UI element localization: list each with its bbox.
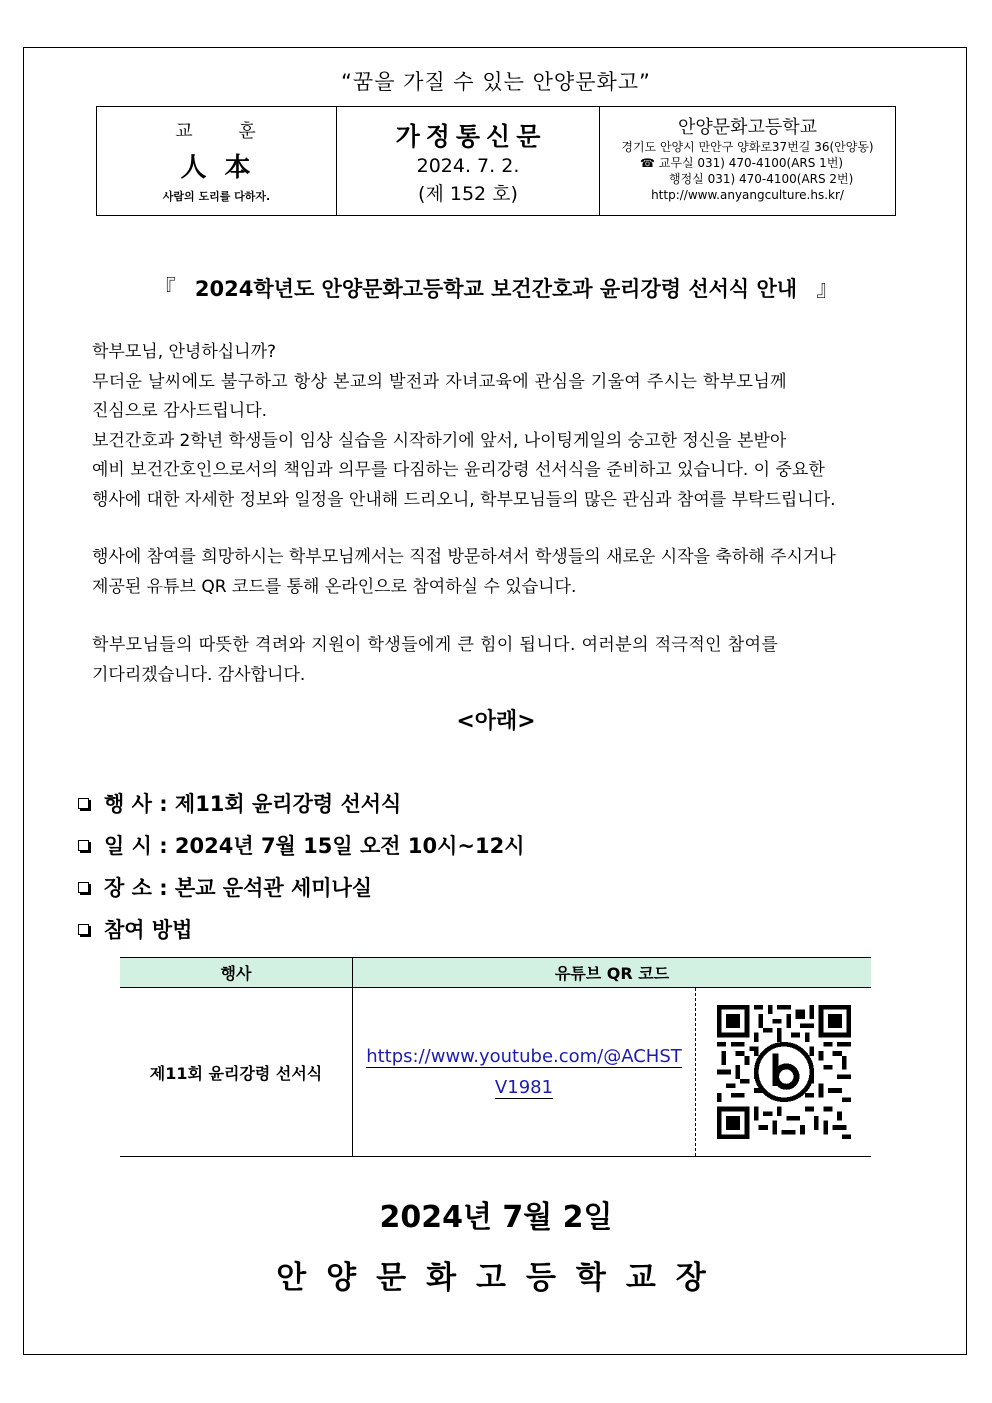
newsletter-date: 2024. 7. 2. [416, 155, 520, 177]
list-item [78, 866, 524, 908]
header-youtube-qr: 유튜브 QR 코드 [353, 958, 872, 988]
list-item [78, 782, 524, 824]
text-line: 행사에 대한 자세한 정보와 일정을 안내해 드리오니, 학부모님들의 많은 관심과 참여를 부탁드립니다. [92, 489, 836, 510]
text-line: 무더운 날씨에도 불구하고 항상 본교의 발전과 자녀교육에 관심을 기울여 주시는 학부모님께 [92, 371, 787, 392]
item-text: 일 시 : 2024년 7월 15일 오전 10시~12시 [104, 834, 525, 858]
school-slogan: “꿈을 가질 수 있는 안양문화고” [341, 70, 651, 94]
text-line: 예비 보건간호인으로서의 책임과 의무를 다짐하는 윤리강령 선서식을 준비하고 있습니다. 이 중요한 [92, 460, 825, 480]
checkbox-bullet-icon [78, 840, 89, 851]
paragraph-participation [92, 543, 922, 602]
checkbox-bullet-icon [78, 924, 89, 935]
letter-header [96, 106, 896, 216]
item-text: 참여 방법 [104, 918, 193, 942]
phone-admin: 행정실 031) 470-4100(ARS 2번) [669, 172, 854, 186]
list-item [78, 824, 524, 866]
qr-code-icon[interactable] [717, 1005, 851, 1139]
phone-office: ☎ 교무실 031) 470-4100(ARS 1번) [640, 156, 844, 170]
paragraph-closing [92, 631, 922, 690]
list-item [78, 908, 524, 950]
event-name-cell: 제11회 윤리강령 선서식 [120, 988, 353, 1157]
item-text: 장 소 : 본교 운석관 세미나실 [104, 876, 373, 900]
school-name: 안양문화고등학교 [677, 117, 818, 138]
motto-subtitle: 사람의 도리를 다하자. [162, 190, 271, 203]
motto-label: 교 훈 [175, 121, 276, 142]
header-event: 행사 [120, 958, 353, 988]
table-row [120, 988, 871, 1157]
document-title [0, 272, 992, 303]
text-line: 학부모님들의 따뜻한 격려와 지원이 학생들에게 큰 힘이 됩니다. 여러분의 적극적인 참여를 [92, 635, 779, 655]
text-line: 행사에 참여를 희망하시는 학부모님께서는 직접 방문하셔서 학생들의 새로운 시작을 축하해 주시거나 [92, 547, 836, 567]
principal-signature: 안양문화고등학교장 [276, 1260, 726, 1296]
motto-cell [97, 107, 337, 215]
text-line: 보건간호과 2학년 학생들이 임상 실습을 시작하기에 앞서, 나이팅게일의 숭고한 정신을 본받아 [92, 430, 787, 451]
newsletter-cell [337, 107, 600, 215]
document-frame [23, 47, 967, 1355]
qr-cell [696, 988, 872, 1157]
participation-table [120, 957, 871, 1157]
checkbox-bullet-icon [78, 798, 89, 809]
title-text: 2024학년도 안양문화고등학교 보건간호과 윤리강령 선서식 안내 [194, 277, 798, 301]
text-line: 제공된 유튜브 QR 코드를 통해 온라인으로 참여하실 수 있습니다. [92, 576, 577, 597]
issue-date: 2024년 7월 2일 [379, 1200, 613, 1235]
newsletter-title: 가정통신문 [395, 122, 547, 151]
event-details-list [78, 782, 524, 950]
text-line: 학부모님, 안녕하십니까? [92, 342, 277, 362]
paragraph-greeting [92, 338, 922, 515]
newsletter-issue: (제 152 호) [418, 183, 518, 205]
table-header-row [120, 958, 871, 988]
youtube-link-cell [353, 988, 696, 1157]
section-separator: <아래> [456, 709, 536, 734]
link-line-1: https://www.youtube.com/@ACHST [366, 1046, 682, 1067]
school-address: 경기도 안양시 만안구 양화로37번길 36(안양동) [621, 140, 874, 154]
text-line: 진심으로 감사드립니다. [92, 401, 268, 421]
school-info-cell [600, 107, 895, 215]
checkbox-bullet-icon [78, 882, 89, 893]
link-line-2: V1981 [494, 1077, 554, 1098]
title-close-bracket: 』 [816, 277, 839, 302]
school-website: http://www.anyangculture.hs.kr/ [651, 188, 844, 202]
text-line: 기다리겠습니다. 감사합니다. [92, 664, 306, 685]
title-open-bracket: 『 [153, 277, 176, 302]
motto: 人本 [180, 153, 269, 183]
youtube-link[interactable] [366, 1041, 682, 1103]
item-text: 행 사 : 제11회 윤리강령 선서식 [104, 792, 402, 816]
